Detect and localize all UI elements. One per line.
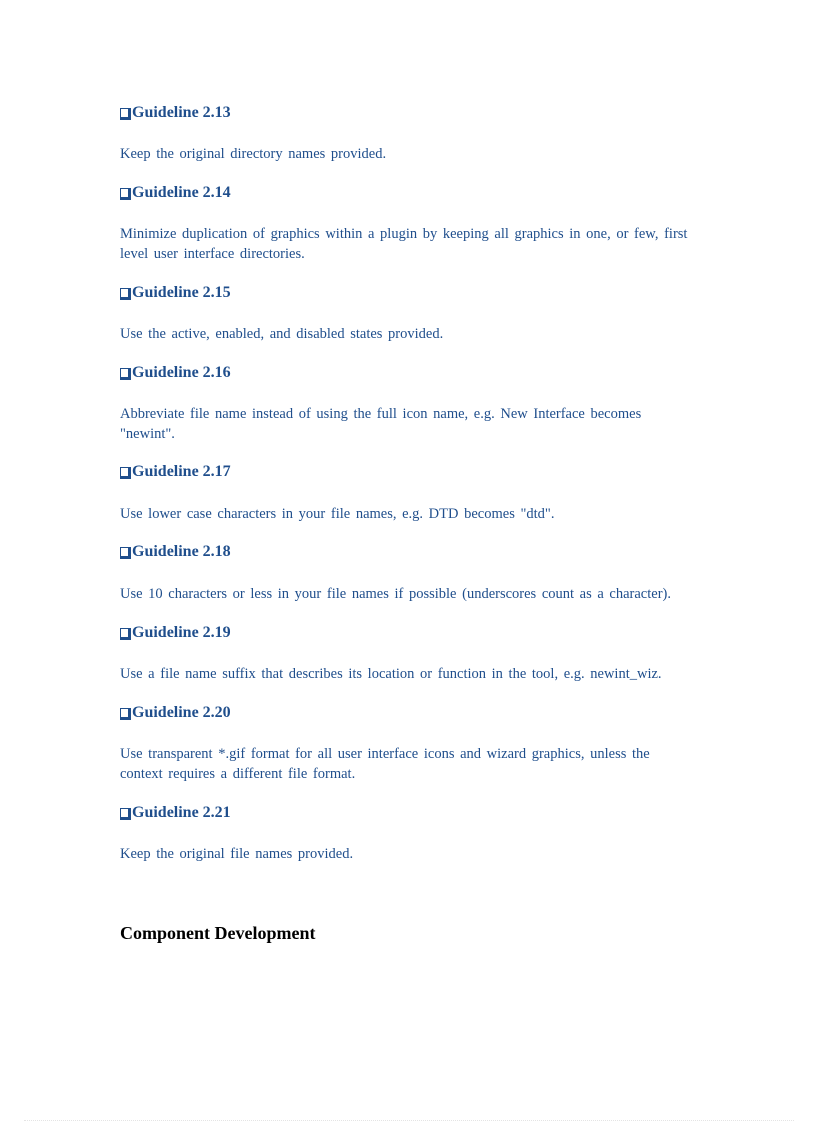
checkbox-icon: [120, 467, 131, 479]
guideline-heading-label: Guideline 2.21: [132, 804, 231, 821]
checkbox-icon: [120, 708, 131, 720]
guideline-heading-2-20: [120, 703, 231, 723]
guideline-heading-label: Guideline 2.13: [132, 104, 231, 121]
checkbox-icon: [120, 188, 131, 200]
checkbox-icon: [120, 368, 131, 380]
guideline-text-2-20: Use transparent *.gif format for all user interface icons and wizard graphics, unless the context requires a different file format.: [120, 746, 650, 782]
guideline-text-2-14: Minimize duplication of graphics within a plugin by keeping all graphics in one, or few, first level user interface directories.: [120, 226, 688, 262]
guideline-heading-2-16: [120, 363, 231, 383]
guideline-text-2-15: Use the active, enabled, and disabled states provided.: [120, 326, 444, 342]
section-heading: Component Development: [120, 923, 316, 943]
guideline-heading-2-21: [120, 803, 231, 823]
guideline-heading-label: Guideline 2.15: [132, 284, 231, 301]
guideline-heading-label: Guideline 2.18: [132, 543, 231, 560]
guideline-heading-2-17: [120, 462, 231, 482]
guideline-heading-label: Guideline 2.20: [132, 704, 231, 721]
checkbox-icon: [120, 808, 131, 820]
guideline-heading-label: Guideline 2.19: [132, 624, 231, 641]
guideline-heading-2-18: [120, 542, 231, 562]
guideline-text-2-16: Abbreviate file name instead of using the full icon name, e.g. New Interface becomes "newint".: [120, 406, 642, 442]
guideline-heading-label: Guideline 2.17: [132, 463, 231, 480]
checkbox-icon: [120, 547, 131, 559]
checkbox-icon: [120, 628, 131, 640]
checkbox-icon: [120, 288, 131, 300]
guideline-heading-2-19: [120, 623, 231, 643]
guideline-text-2-13: Keep the original directory names provided.: [120, 146, 387, 162]
checkbox-icon: [120, 108, 131, 120]
guideline-text-2-17: Use lower case characters in your file names, e.g. DTD becomes "dtd".: [120, 506, 555, 522]
page-bottom-divider: [24, 1120, 794, 1121]
guideline-text-2-19: Use a file name suffix that describes its location or function in the tool, e.g. newint_wiz.: [120, 666, 662, 682]
guideline-heading-2-13: [120, 103, 231, 123]
guideline-text-2-18: Use 10 characters or less in your file names if possible (underscores count as a character).: [120, 586, 671, 602]
guideline-heading-2-15: [120, 283, 231, 303]
guideline-heading-label: Guideline 2.16: [132, 364, 231, 381]
guideline-heading-2-14: [120, 183, 231, 203]
guideline-text-2-21: Keep the original file names provided.: [120, 846, 354, 862]
guideline-heading-label: Guideline 2.14: [132, 184, 231, 201]
